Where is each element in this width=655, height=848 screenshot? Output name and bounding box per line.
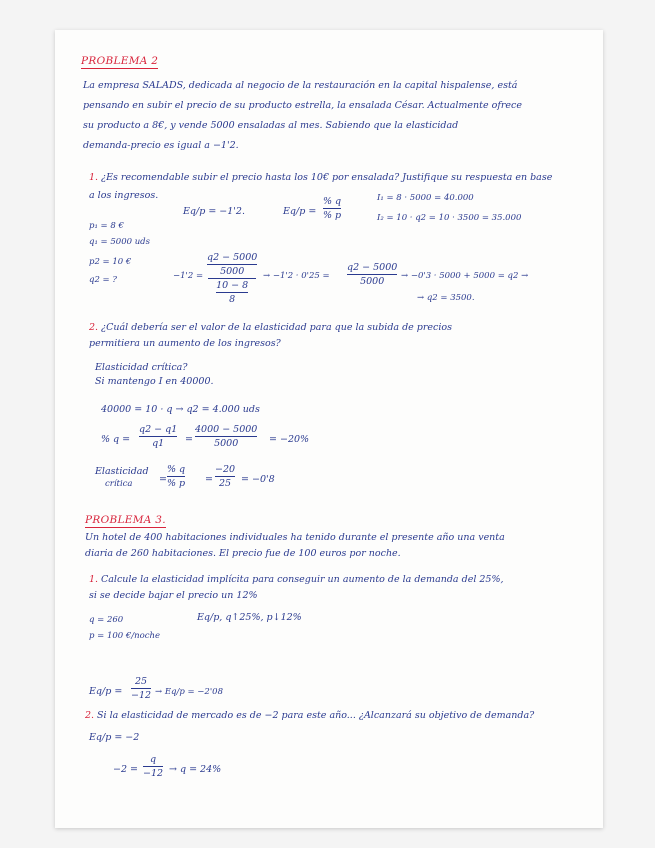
p2-q1-text-line: ¿Es recomendable subir el precio hasta los 10€ por ensalada? Justifique su respuesta en base: [101, 172, 553, 183]
p2-q2-pct-eq: =: [185, 434, 193, 445]
fraction-numerator: % q: [323, 196, 342, 207]
p2-q2-line3: 40000 = 10 · q → q2 = 4.000 uds: [101, 404, 260, 415]
fraction-denominator: 5000: [214, 438, 239, 449]
p2-q1-fraction-bottom: [216, 280, 248, 305]
p2-q1-number: 1.: [89, 172, 99, 183]
p2-q1-q1: q₁ = 5000 uds: [89, 237, 150, 247]
p2-q1-q2: q2 = ?: [89, 275, 117, 285]
p2-q1-calc-lhs: −1'2 =: [173, 271, 204, 281]
problem2-intro-line: demanda-precio es igual a −1'2.: [83, 140, 239, 151]
p2-q2-pct-fraction-1: [139, 424, 177, 449]
p2-q2-crit-eq: =: [159, 474, 167, 485]
fraction-bar: [215, 476, 235, 477]
p2-q2-text-line: ¿Cuál debería ser el valor de la elasticidad para que la subida de precios: [101, 322, 452, 333]
p2-q1-calc-tail: → −0'3 · 5000 + 5000 = q2 →: [401, 271, 529, 281]
fraction-numerator: q2 − 5000: [347, 262, 398, 273]
problem2-intro-line: La empresa SALADS, dedicada al negocio de la restauración en la capital hispalense, está: [83, 80, 518, 91]
p3-q1-eq: Eq/p, q↑25%, p↓12%: [197, 612, 302, 623]
fraction-numerator: q: [149, 754, 157, 765]
p2-q2-text-line: permitiera un aumento de los ingresos?: [89, 338, 281, 349]
p2-q2-crit-label: crítica: [105, 479, 133, 489]
fraction-numerator: 10 − 8: [216, 280, 249, 291]
p2-q2-pct-lhs: % q =: [101, 434, 131, 445]
fraction-denominator: 25: [218, 478, 232, 489]
fraction-bar: [216, 292, 248, 293]
fraction-denominator: % p: [323, 210, 342, 221]
p2-q2-crit-fraction-2: [215, 464, 235, 489]
fraction-bar: [207, 264, 257, 265]
fraction-denominator: 5000: [220, 266, 245, 277]
fraction-bar: [139, 436, 177, 437]
fraction-numerator: 4000 − 5000: [195, 424, 258, 435]
p3-q1-text-line: si se decide bajar el precio un 12%: [89, 590, 258, 601]
p3-q1-number: 1.: [89, 574, 99, 585]
p3-q2-number: 2.: [85, 710, 95, 721]
fraction-denominator: % p: [167, 478, 186, 489]
problem2-intro-line: su producto a 8€, y vende 5000 ensaladas al mes. Sabiendo que la elasticidad: [83, 120, 459, 131]
p3-q1-res-tail: → Eq/p = −2'08: [155, 687, 223, 697]
p2-q1-fraction-top: [207, 252, 257, 277]
p3-q2-given: Eq/p = −2: [89, 732, 140, 743]
fraction-numerator: % q: [167, 464, 186, 475]
p2-q1-income1: I₁ = 8 · 5000 = 40.000: [377, 193, 474, 203]
p3-q1-res-fraction: [131, 676, 151, 701]
fraction-numerator: −20: [215, 464, 236, 475]
problem3-intro-line: diaria de 260 habitaciones. El precio fue de 100 euros por noche.: [85, 548, 401, 559]
p3-q2-calc-tail: → q = 24%: [169, 764, 222, 775]
fraction-bar: [167, 476, 185, 477]
fraction-bar: [195, 436, 257, 437]
problem2-intro-line: pensando en subir el precio de su producto estrella, la ensalada César. Actualmente ofrece: [83, 100, 522, 111]
p2-q1-calc-result: → q2 = 3500.: [417, 293, 475, 303]
p3-q2-calc-fraction: [143, 754, 163, 779]
p2-q1-compound-fraction: [207, 252, 257, 305]
fraction-numerator: q2 − q1: [139, 424, 178, 435]
p2-q1-eq-def-left: Eq/p =: [283, 206, 317, 217]
p2-q2-number: 2.: [89, 322, 99, 333]
p3-q1-q: q = 260: [89, 615, 124, 625]
p2-q1-p2: p2 = 10 €: [89, 257, 132, 267]
p2-q2-crit-label: Elasticidad: [95, 466, 149, 477]
p2-q1-eq-given: Eq/p = −1'2.: [183, 206, 245, 217]
notebook-page: [55, 30, 603, 828]
fraction-bar: [347, 274, 397, 275]
p2-q2-crit-result: = −0'8: [241, 474, 275, 485]
main-fraction-bar: [208, 278, 256, 279]
fraction-denominator: 8: [229, 294, 236, 305]
p2-q2-line1: Elasticidad crítica?: [95, 362, 188, 373]
p3-q1-res-lhs: Eq/p =: [89, 686, 123, 697]
p2-q1-fraction-3: [347, 262, 397, 287]
fraction-bar: [143, 766, 163, 767]
p2-q1-eq-def-fraction: [323, 196, 341, 221]
p3-q1-p: p = 100 €/noche: [89, 631, 161, 641]
p2-q2-crit-fraction-1: [167, 464, 185, 489]
fraction-denominator: 5000: [360, 276, 385, 287]
fraction-numerator: 25: [134, 676, 148, 687]
p3-q2-calc-lhs: −2 =: [113, 764, 138, 775]
fraction-numerator: q2 − 5000: [207, 252, 258, 263]
fraction-bar: [323, 208, 341, 209]
p2-q2-crit-eq2: =: [205, 474, 213, 485]
p3-q2-text: Si la elasticidad de mercado es de −2 para este año... ¿Alcanzará su objetivo de demanda?: [97, 710, 535, 721]
p2-q2-pct-fraction-2: [195, 424, 257, 449]
fraction-denominator: −12: [131, 690, 152, 701]
p2-q2-line2: Si mantengo I en 40000.: [95, 376, 214, 387]
problem3-intro-line: Un hotel de 400 habitaciones individuales ha tenido durante el presente año una venta: [85, 532, 505, 543]
problem2-title: PROBLEMA 2: [81, 55, 159, 67]
p2-q1-income2: I₂ = 10 · q2 = 10 · 3500 = 35.000: [377, 213, 522, 223]
fraction-bar: [131, 688, 151, 689]
fraction-denominator: q1: [152, 438, 165, 449]
fraction-denominator: −12: [143, 768, 164, 779]
p2-q1-calc-mid: → −1'2 · 0'25 =: [263, 271, 330, 281]
p3-q1-text-line: Calcule la elasticidad implícita para conseguir un aumento de la demanda del 25%,: [101, 574, 504, 585]
problem3-title: PROBLEMA 3.: [85, 514, 166, 526]
p2-q1-text-line: a los ingresos.: [89, 190, 159, 201]
p2-q2-pct-result: = −20%: [269, 434, 310, 445]
p2-q1-p1: p₁ = 8 €: [89, 221, 124, 231]
